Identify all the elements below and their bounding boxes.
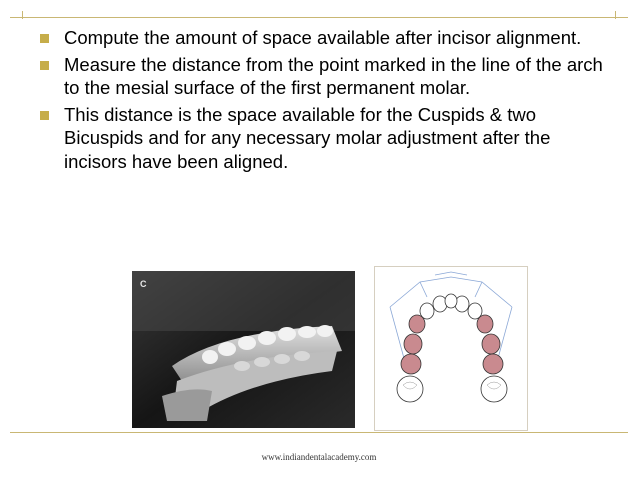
square-bullet-icon [40,111,49,120]
footer-url: www.indiandentalacademy.com [261,452,377,462]
square-bullet-icon [40,34,49,43]
divider-tick [22,11,23,19]
bullet-item [40,26,610,50]
divider-tick [615,11,616,19]
dental-cast-image [132,271,355,428]
bullet-item [40,103,610,174]
bullet-text: Measure the distance from the point marked in the line of the arch to the mesial surface of the first permanent molar. [64,53,603,98]
dental-arch-image [375,267,527,430]
top-divider [10,17,628,18]
dental-cast-photo [132,271,355,428]
bullet-text: Compute the amount of space available after incisor alignment. [64,27,582,48]
bullet-list [40,26,610,176]
bottom-divider [10,432,628,433]
dental-arch-diagram [374,266,528,431]
square-bullet-icon [40,61,49,70]
figure-label: C [140,279,147,289]
bullet-text: This distance is the space available for the Cuspids & two Bicuspids and for any necessary molar adjustment after the incisors have been aligned. [64,103,551,172]
bullet-item [40,53,610,100]
